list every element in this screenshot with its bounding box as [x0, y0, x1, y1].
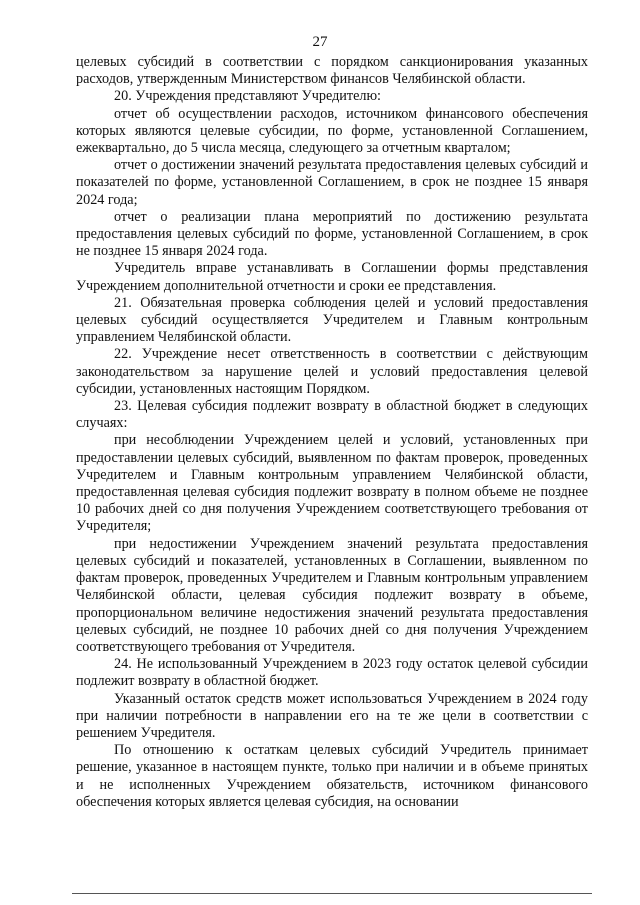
paragraph: 23. Целевая субсидия подлежит возврату в областной бюджет в следующих случаях: [76, 398, 588, 432]
paragraph: отчет о достижении значений результата предоставления целевых субсидий и показателей по форме, установленной Соглашением, в срок не позднее 15 января 2024 года; [76, 157, 588, 208]
document-body [76, 54, 588, 811]
paragraph: при несоблюдении Учреждением целей и условий, установленных при предоставлении целевых субсидий, выявленном по фактам проверок, проведенных Учредителем и Главным контрольным управлением Челябинской области, предоставленная целевая субсидия подлежит возврату в полном объеме не позднее 10 рабочих дней со дня получения Учреждением соответствующего требования от Учредителя; [76, 432, 588, 535]
paragraph: целевых субсидий в соответствии с порядком санкционирования указанных расходов, утвержденным Министерством финансов Челябинской области. [76, 54, 588, 88]
paragraph: 22. Учреждение несет ответственность в соответствии с действующим законодательством за нарушение целей и условий предоставления целевой субсидии, установленных настоящим Порядком. [76, 346, 588, 397]
paragraph: отчет об осуществлении расходов, источником финансового обеспечения которых являются целевые субсидии, по форме, установленной Соглашением, ежеквартально, до 5 числа месяца, следующего за отчетным кварталом; [76, 105, 588, 157]
paragraph: 20. Учреждения представляют Учредителю: [114, 88, 381, 105]
paragraph: отчет о реализации плана мероприятий по достижению результата предоставления целевых субсидий по форме, установленной Соглашением, в срок не позднее 15 января 2024 года. [76, 208, 588, 260]
paragraph: при недостижении Учреждением значений результата предоставления целевых субсидий и показателей, установленных в Соглашении, выявленном по фактам проверок, проведенных Учредителем и Главным контрольным управлением Челябинской области, целевая субсидия подлежит возврату в объеме, пропорциональном величине недостижения значений результата предоставления целевых субсидий, не позднее 10 рабочих дней со дня получения Учреждением соответствующего требования от Учредителя. [76, 535, 588, 655]
paragraph: 21. Обязательная проверка соблюдения целей и условий предоставления целевых субсидий осуществляется Учредителем и Главным контрольным управлением Челябинской области. [76, 294, 588, 346]
paragraph: Указанный остаток средств может использоваться Учреждением в 2024 году при наличии потребности в направлении его на те же цели в соответствии с решением Учредителя. [76, 690, 588, 741]
page-bottom-divider [72, 893, 592, 894]
paragraph: 24. Не использованный Учреждением в 2023 году остаток целевой субсидии подлежит возврату в областной бюджет. [76, 656, 588, 690]
paragraph-last: По отношению к остаткам целевых субсидий Учредитель принимает решение, указанное в настоящем пункте, только при наличии и в объеме принятых и не исполненных Учреждением обязательств, источником финансового обеспечения которых является целевая субсидия, на основании [76, 742, 588, 810]
paragraph: Учредитель вправе устанавливать в Соглашении формы представления Учреждением дополнительной отчетности и сроки ее представления. [76, 260, 588, 294]
page-number: 27 [312, 34, 328, 50]
